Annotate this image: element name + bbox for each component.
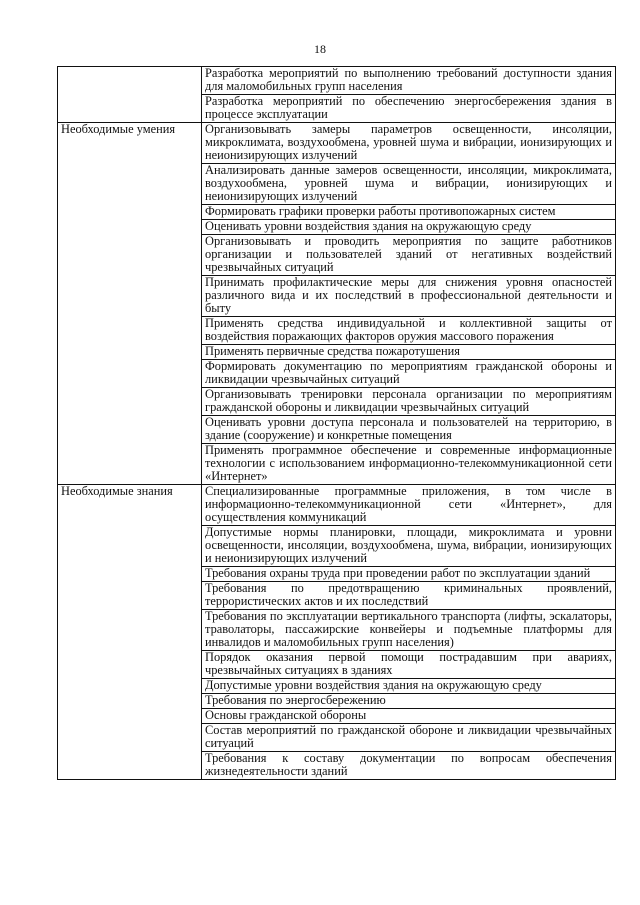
requirement-item: Требования по эксплуатации вертикального транспорта (лифты, эскалаторы, траволаторы, пассажирские конвейеры и подъемные платформы для инвалидов и маломобильных групп населения) [202,610,616,651]
requirement-item: Оценивать уровни доступа персонала и пользователей на территорию, в здание (сооружение) и конкретные помещения [202,416,616,444]
requirement-item: Организовывать и проводить мероприятия по защите работников организации и пользователей зданий от негативных воздействий чрезвычайных ситуаций [202,235,616,276]
requirement-item: Требования по энергосбережению [202,694,616,709]
requirement-item: Допустимые нормы планировки, площади, микроклимата и уровни освещенности, инсоляции, воздухообмена, шума, вибрации, ионизирующих и неионизирующих излучений [202,526,616,567]
requirement-item: Специализированные программные приложения, в том числе в информационно-телекоммуникационной сети «Интернет», для осуществления коммуникаций [202,485,616,526]
requirement-item: Формировать документацию по мероприятиям гражданской обороны и ликвидации чрезвычайных ситуаций [202,360,616,388]
section-label: Необходимые знания [58,485,202,780]
requirement-item: Принимать профилактические меры для снижения уровня опасностей различного вида и их последствий в профессиональной деятельности и быту [202,276,616,317]
requirement-item: Требования к составу документации по вопросам обеспечения жизнедеятельности зданий [202,752,616,780]
table-row [58,485,616,526]
requirement-item: Допустимые уровни воздействия здания на окружающую среду [202,679,616,694]
requirement-item: Требования по предотвращению криминальных проявлений, террористических актов и их последствий [202,582,616,610]
section-label: Необходимые умения [58,123,202,485]
requirements-table-body [58,67,616,780]
requirement-item: Оценивать уровни воздействия здания на окружающую среду [202,220,616,235]
requirement-item: Разработка мероприятий по обеспечению энергосбережения здания в процессе эксплуатации [202,95,616,123]
requirement-item: Формировать графики проверки работы противопожарных систем [202,205,616,220]
requirements-table [57,66,616,780]
requirement-item: Применять средства индивидуальной и коллективной защиты от воздействия поражающих факторов оружия массового поражения [202,317,616,345]
requirement-item: Организовывать замеры параметров освещенности, инсоляции, микроклимата, воздухообмена, уровней шума и вибрации, ионизирующих и неионизирующих излучений [202,123,616,164]
requirement-item: Основы гражданской обороны [202,709,616,724]
requirement-item: Применять программное обеспечение и современные информационные технологии с использованием информационно-телекоммуникационной сети «Интернет» [202,444,616,485]
requirement-item: Требования охраны труда при проведении работ по эксплуатации зданий [202,567,616,582]
requirement-item: Применять первичные средства пожаротушения [202,345,616,360]
requirement-item: Анализировать данные замеров освещенности, инсоляции, микроклимата, воздухообмена, уровней шума и вибрации, ионизирующих и неионизирующих излучений [202,164,616,205]
requirement-item: Состав мероприятий по гражданской обороне и ликвидации чрезвычайных ситуаций [202,724,616,752]
page-number: 18 [314,42,326,56]
table-row [58,123,616,164]
requirement-item: Разработка мероприятий по выполнению требований доступности здания для маломобильных групп населения [202,67,616,95]
requirement-item: Организовывать тренировки персонала организации по мероприятиям гражданской обороны и ликвидации чрезвычайных ситуаций [202,388,616,416]
requirement-item: Порядок оказания первой помощи пострадавшим при авариях, чрезвычайных ситуациях в зданиях [202,651,616,679]
section-label [58,67,202,123]
table-row [58,67,616,95]
